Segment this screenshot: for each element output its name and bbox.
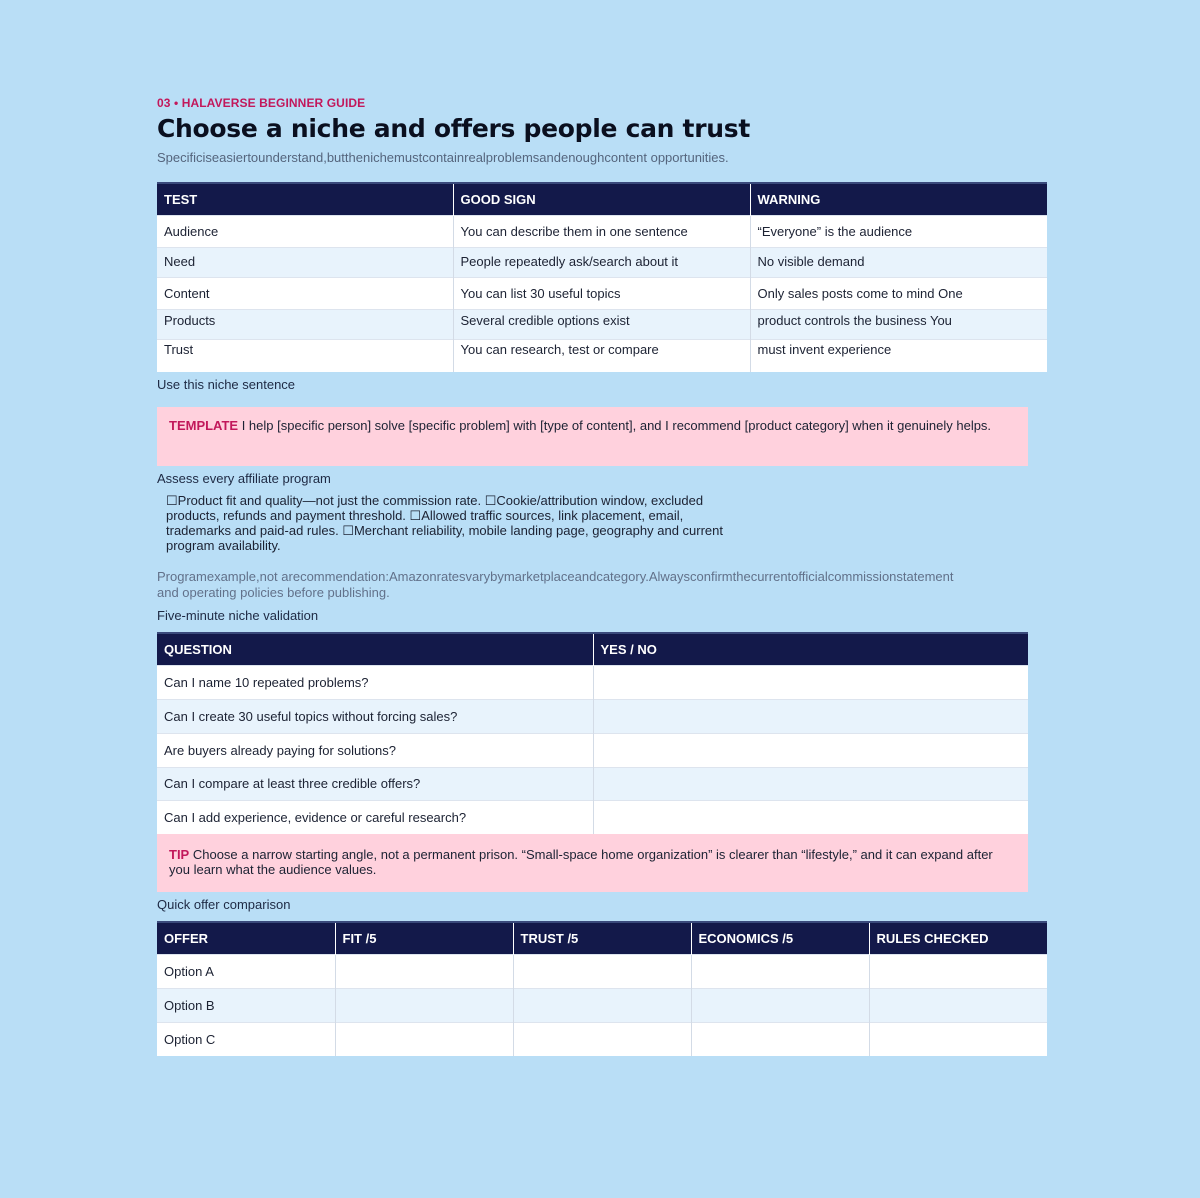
table-header-row bbox=[157, 922, 1047, 955]
answer-cell[interactable] bbox=[593, 665, 1028, 699]
column-header: WARNING bbox=[750, 183, 1047, 216]
affiliate-label: Assess every affiliate program bbox=[157, 470, 331, 486]
score-cell[interactable] bbox=[513, 1023, 691, 1056]
tip-text: Choose a narrow starting angle, not a permanent prison. “Small-space home organization” is clearer than “lifestyle,” and it can expand after you learn what the audience values. bbox=[169, 847, 993, 877]
offer-comparison-table bbox=[157, 921, 1047, 1056]
offer-name-cell: Option A bbox=[157, 955, 335, 989]
column-header: FIT /5 bbox=[335, 922, 513, 955]
table-cell: Trust bbox=[157, 340, 453, 372]
table-row bbox=[157, 340, 1047, 372]
guide-page bbox=[157, 96, 1047, 1056]
table-cell: Audience bbox=[157, 216, 453, 248]
score-cell[interactable] bbox=[691, 989, 869, 1023]
table-row bbox=[157, 248, 1047, 278]
table-row bbox=[157, 800, 1028, 834]
table-cell: product controls the business You bbox=[750, 310, 1047, 340]
question-cell: Are buyers already paying for solutions? bbox=[157, 733, 593, 767]
table-cell: Products bbox=[157, 310, 453, 340]
table-row bbox=[157, 989, 1047, 1023]
validation-table bbox=[157, 632, 1028, 835]
table-cell: Need bbox=[157, 248, 453, 278]
question-cell: Can I add experience, evidence or careful research? bbox=[157, 800, 593, 834]
page-subtitle: Specificiseasiertounderstand,butthenichemustcontainrealproblemsandenoughcontent opportunities. bbox=[157, 150, 729, 165]
answer-cell[interactable] bbox=[593, 733, 1028, 767]
offer-name-cell: Option B bbox=[157, 989, 335, 1023]
table-row bbox=[157, 278, 1047, 310]
table-cell: Only sales posts come to mind One bbox=[750, 278, 1047, 310]
niche-test-table bbox=[157, 182, 1047, 372]
table-row bbox=[157, 310, 1047, 340]
table-cell: No visible demand bbox=[750, 248, 1047, 278]
column-header: RULES CHECKED bbox=[869, 922, 1047, 955]
niche-sentence-label: Use this niche sentence bbox=[157, 376, 296, 392]
column-header: ECONOMICS /5 bbox=[691, 922, 869, 955]
table-cell: People repeatedly ask/search about it bbox=[453, 248, 750, 278]
template-text: I help [specific person] solve [specific problem] with [type of content], and I recommend [product category] when it genuinely helps. bbox=[238, 417, 992, 433]
question-cell: Can I compare at least three credible offers? bbox=[157, 767, 593, 800]
table-cell: must invent experience bbox=[750, 340, 1047, 372]
table-row bbox=[157, 955, 1047, 989]
column-header: TRUST /5 bbox=[513, 922, 691, 955]
answer-cell[interactable] bbox=[593, 767, 1028, 800]
table-row bbox=[157, 1023, 1047, 1056]
table-row bbox=[157, 216, 1047, 248]
answer-cell[interactable] bbox=[593, 699, 1028, 733]
table-row bbox=[157, 733, 1028, 767]
score-cell[interactable] bbox=[869, 955, 1047, 989]
column-header: YES / NO bbox=[593, 633, 1028, 666]
table-header-row bbox=[157, 183, 1047, 216]
score-cell[interactable] bbox=[513, 989, 691, 1023]
answer-cell[interactable] bbox=[593, 800, 1028, 834]
score-cell[interactable] bbox=[335, 989, 513, 1023]
template-callout bbox=[157, 407, 1028, 466]
tip-tag: TIP bbox=[169, 847, 190, 862]
table-row bbox=[157, 665, 1028, 699]
score-cell[interactable] bbox=[869, 989, 1047, 1023]
affiliate-checklist: ☐Product fit and quality—not just the commission rate. ☐Cookie/attribution window, excluded products, refunds and payment threshold. ☐Allowed traffic sources, link placement, email, trademarks and paid-ad rules. ☐Merchant reliability, mobile landing page, geography and current program availability. bbox=[166, 492, 724, 553]
column-header: TEST bbox=[157, 183, 453, 216]
column-header: QUESTION bbox=[157, 633, 593, 666]
score-cell[interactable] bbox=[869, 1023, 1047, 1056]
table-cell: Content bbox=[157, 278, 453, 310]
table-cell: You can describe them in one sentence bbox=[453, 216, 750, 248]
score-cell[interactable] bbox=[691, 1023, 869, 1056]
table-row bbox=[157, 699, 1028, 733]
column-header: GOOD SIGN bbox=[453, 183, 750, 216]
comparison-label: Quick offer comparison bbox=[157, 897, 291, 912]
table-row bbox=[157, 767, 1028, 800]
score-cell[interactable] bbox=[691, 955, 869, 989]
page-title: Choose a niche and offers people can trust bbox=[157, 114, 750, 143]
validation-label: Five-minute niche validation bbox=[157, 607, 319, 623]
tip-callout bbox=[157, 834, 1028, 892]
column-header: OFFER bbox=[157, 922, 335, 955]
table-cell: Several credible options exist bbox=[453, 310, 750, 340]
score-cell[interactable] bbox=[513, 955, 691, 989]
template-tag: TEMPLATE bbox=[169, 417, 239, 433]
program-note: Programexample,not arecommendation:Amazonratesvarybymarketplaceandcategory.Alwaysconfirmthecurrentofficialcommissionstatement and operating policies before publishing. bbox=[157, 568, 954, 600]
offer-name-cell: Option C bbox=[157, 1023, 335, 1056]
score-cell[interactable] bbox=[335, 955, 513, 989]
section-eyebrow: 03 • HALAVERSE BEGINNER GUIDE bbox=[157, 96, 366, 110]
table-cell: You can list 30 useful topics bbox=[453, 278, 750, 310]
question-cell: Can I create 30 useful topics without forcing sales? bbox=[157, 699, 593, 733]
question-cell: Can I name 10 repeated problems? bbox=[157, 665, 593, 699]
table-cell: You can research, test or compare bbox=[453, 340, 750, 372]
table-header-row bbox=[157, 633, 1028, 666]
table-cell: “Everyone” is the audience bbox=[750, 216, 1047, 248]
score-cell[interactable] bbox=[335, 1023, 513, 1056]
